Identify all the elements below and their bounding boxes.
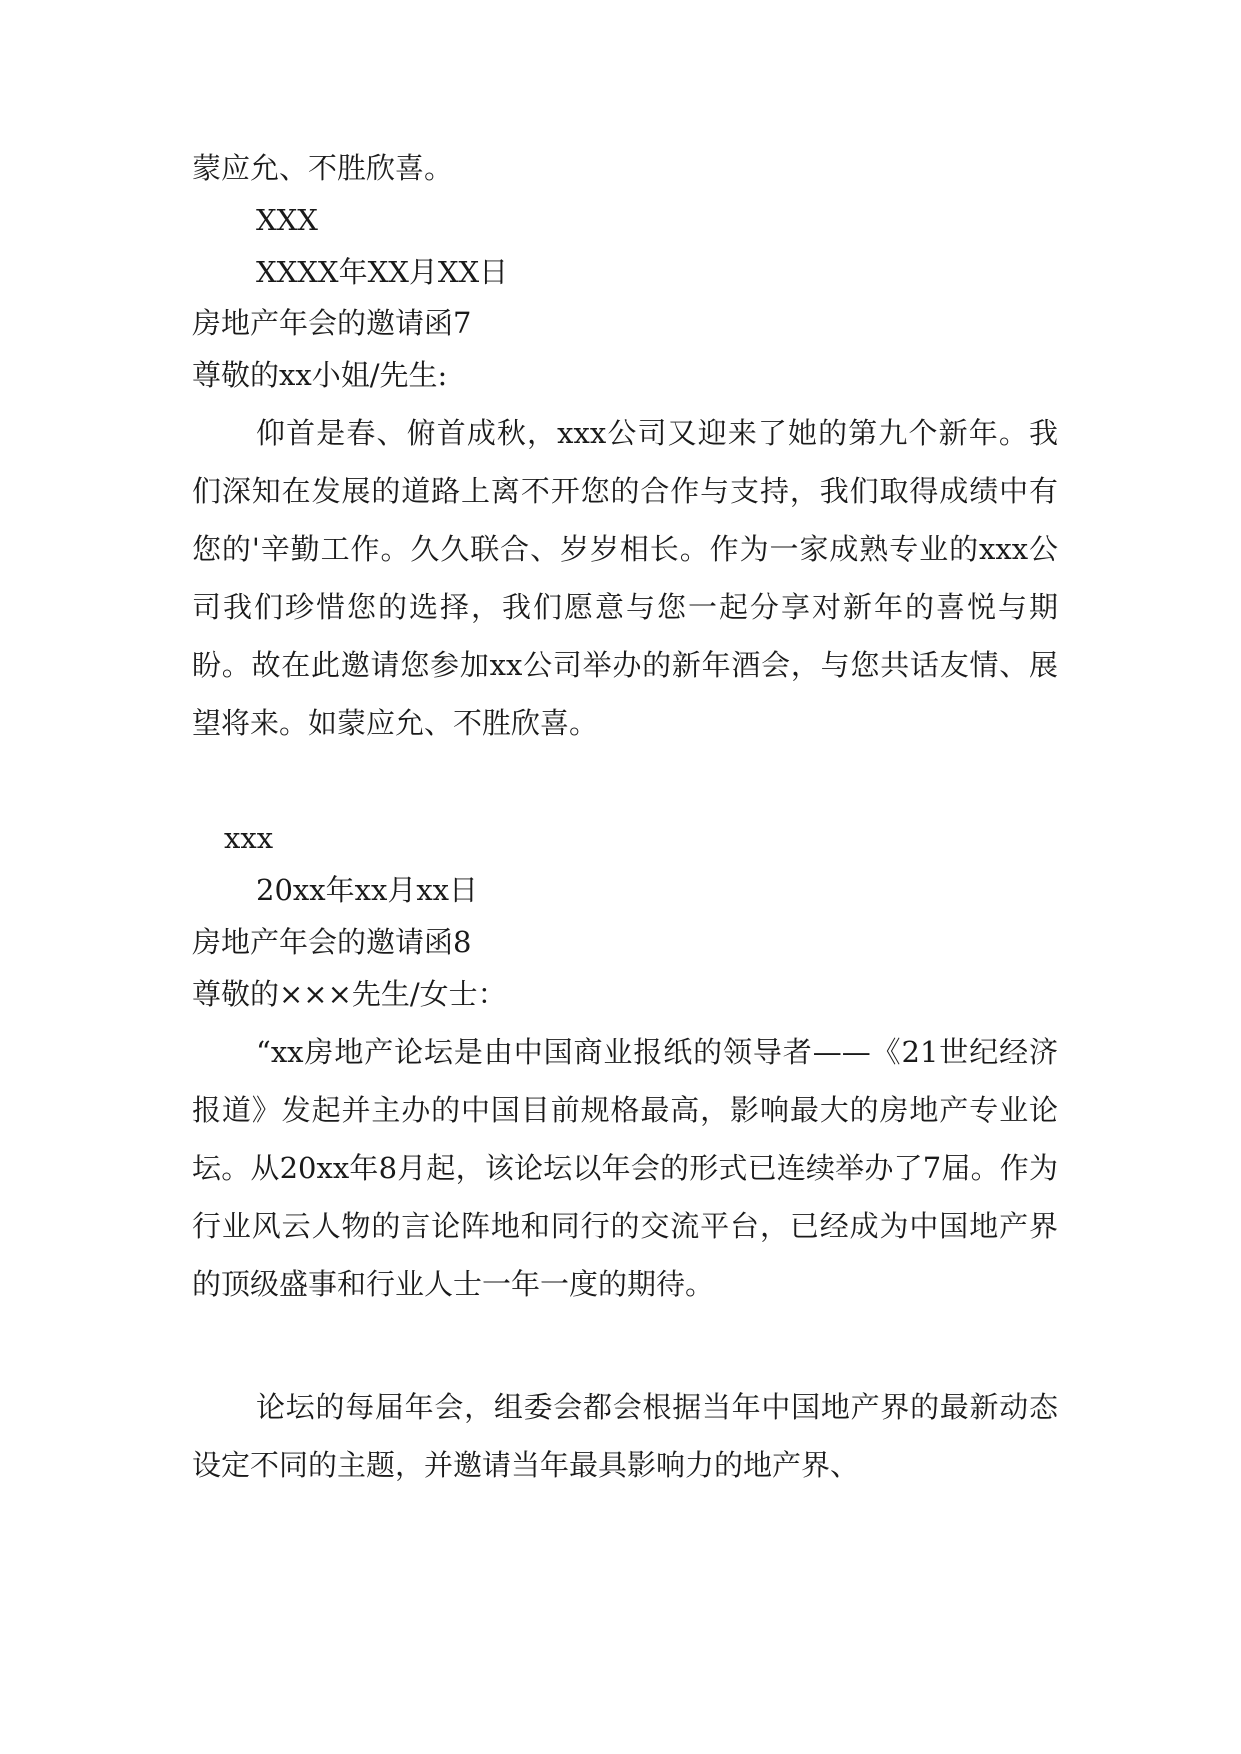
letter-greeting-7: 尊敬的xx小姐/先生: <box>192 358 448 392</box>
letter-body-8-paragraph-2: 论坛的每届年会，组委会都会根据当年中国地产界的最新动态设定不同的主题，并邀请当年最具影响力的地产界、 <box>192 1390 1058 1482</box>
signature-name: XXX <box>256 203 318 237</box>
letter-body-7: 仰首是春、俯首成秋，xxx公司又迎来了她的第九个新年。我们深知在发展的道路上离不开您的合作与支持，我们取得成绩中有您的'辛勤工作。久久联合、岁岁相长。作为一家成熟专业的xxx公司我们珍惜您的选择，我们愿意与您一起分享对新年的喜悦与期盼。故在此邀请您参加xx公司举办的新年酒会，与您共话友情、展望将来。如蒙应允、不胜欣喜。 <box>192 416 1058 740</box>
closing-line: 蒙应允、不胜欣喜。 <box>192 151 454 185</box>
letter-heading-7: 房地产年会的邀请函7 <box>192 306 472 340</box>
signature-date-7: 20xx年xx月xx日 <box>256 873 479 907</box>
signature-date: XXXX年XX月XX日 <box>256 255 509 289</box>
letter-greeting-8: 尊敬的×××先生/女士： <box>192 977 507 1011</box>
signature-name-7: xxx <box>224 821 274 855</box>
letter-heading-8: 房地产年会的邀请函8 <box>192 925 472 959</box>
letter-body-8-paragraph-1: “xx房地产论坛是由中国商业报纸的领导者——《21世纪经济报道》发起并主办的中国目前规格最高，影响最大的房地产专业论坛。从20xx年8月起，该论坛以年会的形式已连续举办了7届。作为行业风云人物的言论阵地和同行的交流平台，已经成为中国地产界的顶级盛事和行业人士一年一度的期待。 <box>192 1035 1058 1301</box>
